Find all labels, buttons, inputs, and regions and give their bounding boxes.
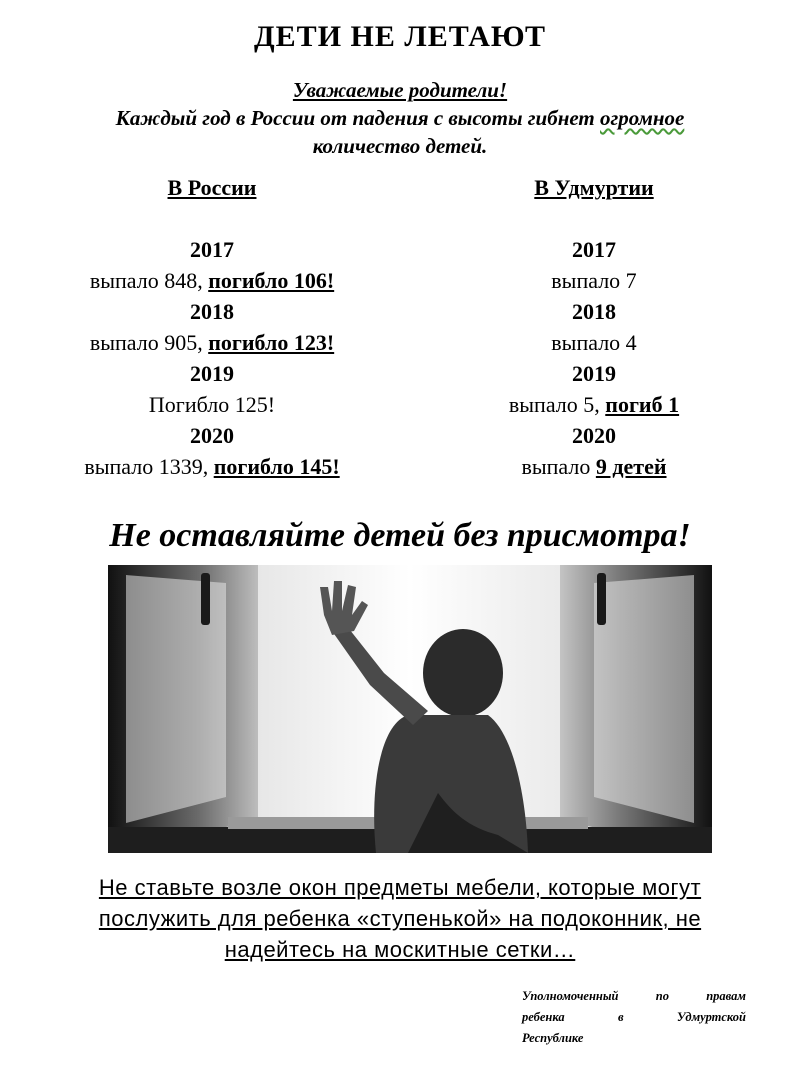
intro-line-1: Каждый год в России от падения с высоты гибнет огромное (115, 106, 685, 130)
greeting: Уважаемые родители! (292, 78, 508, 102)
window-handle (201, 573, 210, 625)
advice-line: послужить для ребенка «ступенькой» на подоконник, не (98, 906, 702, 931)
russia-year: 2019 (190, 361, 234, 386)
udmurtia-stat: выпало 7 (551, 268, 637, 293)
russia-stat: выпало 848, погибло 106! (89, 268, 335, 293)
russia-stat: Погибло 125! (148, 392, 276, 417)
russia-heading: В России (167, 175, 257, 200)
signature-line: Уполномоченный по правам (522, 989, 746, 1003)
page-title: ДЕТИ НЕ ЛЕТАЮТ (254, 20, 546, 53)
russia-stat: выпало 1339, погибло 145! (84, 454, 340, 479)
advice-line: Не ставьте возле окон предметы мебели, которые могут (98, 875, 702, 900)
udmurtia-column (414, 172, 774, 482)
russia-year: 2020 (190, 423, 234, 448)
russia-stat: выпало 905, погибло 123! (89, 330, 335, 355)
signature-line: ребенка в Удмуртской (522, 1010, 746, 1024)
child-at-window-photo (108, 565, 712, 853)
window-handle (597, 573, 606, 625)
intro-line-2: количество детей. (312, 134, 488, 158)
safety-advice (40, 872, 760, 965)
udmurtia-stat: выпало 5, погиб 1 (508, 392, 680, 417)
udmurtia-year: 2020 (572, 423, 616, 448)
udmurtia-stat: выпало 9 детей (521, 454, 667, 479)
signature-line: Республике (522, 1031, 584, 1045)
advice-line: надейтесь на москитные сетки… (224, 937, 576, 962)
russia-column (32, 172, 392, 482)
udmurtia-stat: выпало 4 (551, 330, 637, 355)
udmurtia-year: 2019 (572, 361, 616, 386)
udmurtia-year: 2017 (572, 237, 616, 262)
intro-block (40, 76, 760, 160)
udmurtia-heading: В Удмуртии (534, 175, 654, 200)
slogan: Не оставляйте детей без присмотра! (109, 517, 691, 554)
russia-year: 2018 (190, 299, 234, 324)
udmurtia-year: 2018 (572, 299, 616, 324)
signature-block (522, 986, 746, 1049)
russia-year: 2017 (190, 237, 234, 262)
spellcheck-word: огромное (600, 106, 685, 130)
